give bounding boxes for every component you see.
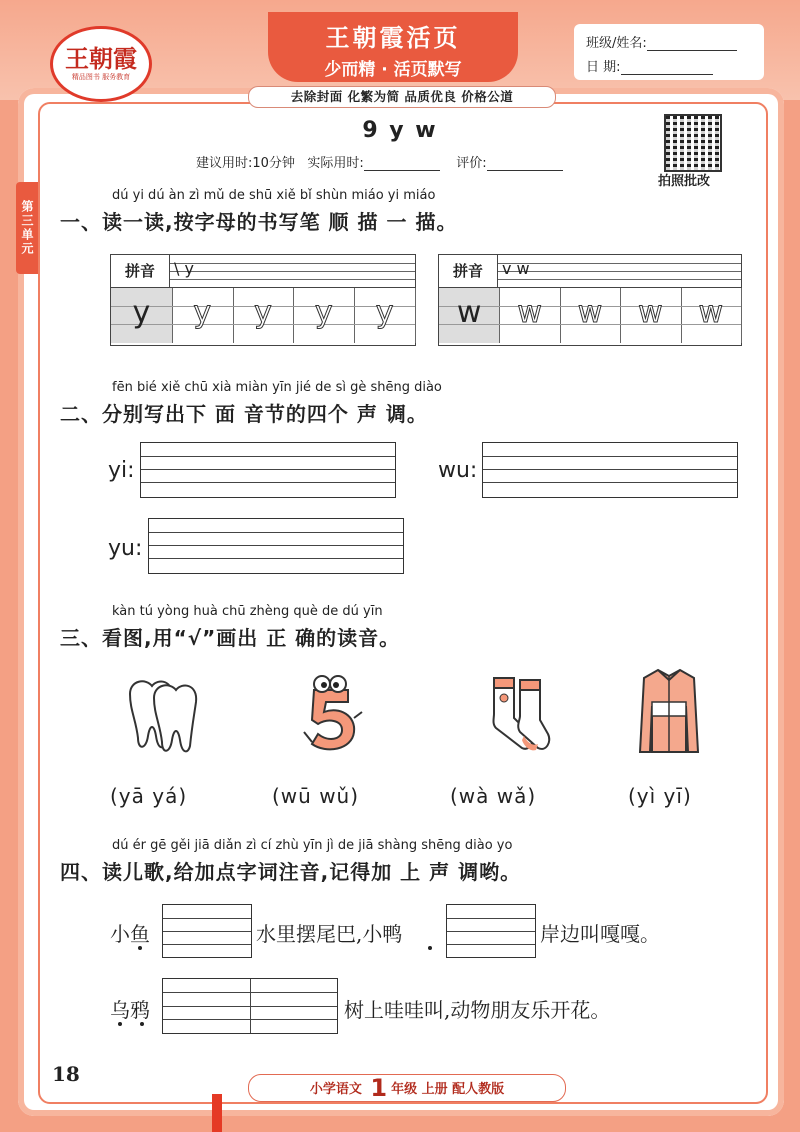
- teeth-icon: [124, 676, 204, 754]
- letter-trace-cell[interactable]: [499, 288, 560, 343]
- unit-tab: 第三单元: [16, 182, 38, 274]
- section1-heading: 一、读一读,按字母的书写笔 顺 描 一 描。: [60, 210, 458, 234]
- brand-banner: [268, 12, 518, 82]
- footer-grade: 年级 上册 配人教版: [391, 1082, 505, 1097]
- letter-trace-cell[interactable]: [681, 288, 742, 343]
- stroke-order-hint: \ y: [174, 259, 194, 278]
- qr-code-icon[interactable]: [664, 114, 722, 172]
- letter-glyph: w: [577, 295, 603, 330]
- section4-heading: 四、读儿歌,给加点字词注音,记得加 上 声 调哟。: [60, 860, 522, 884]
- option-shirt[interactable]: (yì yī): [628, 784, 692, 808]
- syllable-yu-write-box[interactable]: [148, 518, 404, 574]
- option-five[interactable]: (wū wǔ): [272, 784, 360, 808]
- letter-glyph: y: [132, 295, 151, 330]
- answer-box-yu[interactable]: [162, 904, 252, 958]
- option-socks[interactable]: (wà wǎ): [450, 784, 537, 808]
- song-line2-a: 乌鸦: [110, 998, 150, 1022]
- page-number: 18: [52, 1062, 80, 1086]
- bookmark-ribbon: [212, 1094, 222, 1132]
- syllable-wu-label: wu:: [438, 458, 478, 483]
- footer-grade-number: 1: [370, 1074, 388, 1102]
- date-row: [586, 56, 713, 75]
- song-line1-c: 岸边叫嘎嘎。: [540, 922, 660, 946]
- letter-trace-cell[interactable]: [172, 288, 234, 343]
- letter-glyph: y: [254, 295, 272, 330]
- class-name-row: [586, 32, 737, 51]
- publisher-logo: [50, 26, 152, 102]
- letter-trace-cell[interactable]: [354, 288, 416, 343]
- letter-trace-cell[interactable]: [620, 288, 681, 343]
- letter-sample-cell: [439, 288, 500, 343]
- section4-pinyin: dú ér gē gěi jiā diǎn zì cí zhù yīn jì de jiā shàng shēng diào yo: [112, 838, 513, 853]
- stroke-order-lines: [498, 255, 741, 288]
- logo-subtext: 精品图书 服务教育: [71, 73, 131, 81]
- syllable-wu-write-box[interactable]: [482, 442, 738, 498]
- logo-text: 王朝霞: [65, 44, 137, 73]
- qr-label: 拍照批改: [658, 174, 711, 189]
- letter-trace-cell[interactable]: [560, 288, 621, 343]
- tracing-grid-w: [438, 254, 742, 346]
- date-label: 日 期:: [586, 60, 621, 75]
- syllable-yi-label: yi:: [108, 458, 135, 483]
- emphasis-dot: [138, 946, 142, 950]
- grid-header-label: 拼音: [111, 255, 170, 288]
- student-info-box: [574, 24, 764, 80]
- actual-time-label: 实际用时:: [307, 156, 364, 171]
- suggest-time: 建议用时:10分钟: [196, 156, 295, 171]
- shirt-icon: [636, 666, 702, 756]
- time-info: [196, 152, 563, 171]
- brand-subtitle: 少而精 · 活页默写: [324, 60, 462, 80]
- syllable-yu-label: yu:: [108, 536, 143, 561]
- number-five-icon: [300, 672, 364, 756]
- actual-time-field[interactable]: [364, 156, 440, 171]
- letter-sample-cell: [111, 288, 173, 343]
- rating-field[interactable]: [487, 156, 563, 171]
- section2-heading: 二、分别写出下 面 音节的四个 声 调。: [60, 402, 428, 426]
- socks-icon: [484, 674, 554, 756]
- tracing-grid-y: [110, 254, 416, 346]
- song-line1-b: 水里摆尾巴,小鸭: [256, 922, 403, 946]
- lesson-title: 9 y w: [362, 118, 438, 143]
- section3-pinyin: kàn tú yòng huà chū zhèng què de dú yīn: [112, 604, 383, 619]
- emphasis-dot: [428, 946, 432, 950]
- emphasis-dot: [118, 1022, 122, 1026]
- stroke-order-lines: [170, 255, 415, 288]
- section1-pinyin: dú yi dú àn zì mǔ de shū xiě bǐ shùn miáo yi miáo: [112, 188, 436, 203]
- stroke-order-hint: v w: [502, 259, 530, 278]
- slogan: 去除封面 化繁为简 品质优良 价格公道: [248, 86, 556, 108]
- class-name-label: 班级/姓名:: [586, 36, 647, 51]
- section2-pinyin: fēn bié xiě chū xià miàn yīn jié de sì gè shēng diào: [112, 380, 442, 395]
- answer-box-wuya[interactable]: [162, 978, 338, 1034]
- footer-badge: [248, 1074, 566, 1102]
- emphasis-dot: [140, 1022, 144, 1026]
- letter-glyph: w: [517, 295, 542, 330]
- letter-glyph: w: [456, 295, 482, 330]
- section3-heading: 三、看图,用“√”画出 正 确的读音。: [60, 626, 401, 650]
- letter-glyph: y: [375, 295, 394, 330]
- option-teeth[interactable]: (yā yá): [110, 784, 188, 808]
- date-field[interactable]: [621, 60, 713, 75]
- footer-subject: 小学语文: [309, 1082, 362, 1097]
- letter-glyph: w: [638, 295, 663, 330]
- worksheet-border: [38, 102, 768, 1104]
- letter-glyph: w: [698, 295, 724, 330]
- syllable-yi-write-box[interactable]: [140, 442, 396, 498]
- letter-glyph: y: [193, 295, 212, 330]
- rating-label: 评价:: [456, 156, 487, 171]
- class-name-field[interactable]: [647, 36, 737, 51]
- song-line1-a: 小鱼: [110, 922, 150, 946]
- answer-box-ya[interactable]: [446, 904, 536, 958]
- letter-trace-cell[interactable]: [233, 288, 295, 343]
- grid-header-label: 拼音: [439, 255, 498, 288]
- brand-title: 王朝霞活页: [325, 23, 461, 52]
- song-line2-b: 树上哇哇叫,动物朋友乐开花。: [344, 998, 611, 1022]
- letter-glyph: y: [314, 295, 333, 330]
- letter-trace-cell[interactable]: [293, 288, 355, 343]
